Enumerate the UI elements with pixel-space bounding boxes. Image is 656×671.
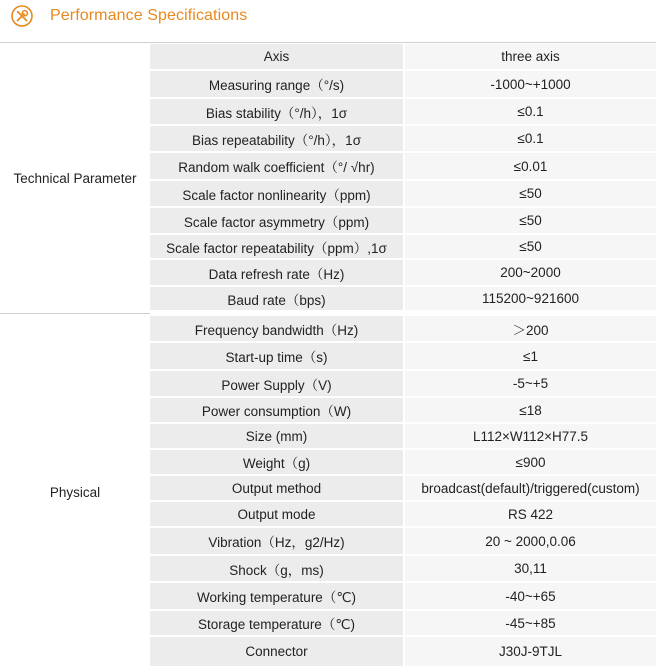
spec-name: Output method: [150, 476, 405, 500]
spec-value: L112×W112×H77.5: [405, 424, 656, 448]
spec-value: ≤0.1: [405, 99, 656, 124]
table-row: [150, 235, 656, 260]
table-row: [150, 528, 656, 556]
table-row: [150, 476, 656, 502]
wrench-screwdriver-icon: [10, 4, 34, 28]
table-row: [150, 260, 656, 287]
spec-name: Connector: [150, 637, 405, 666]
table-row: [150, 556, 656, 583]
category-technical-parameter: Technical Parameter: [13, 170, 137, 186]
spec-name: Axis: [150, 44, 405, 69]
table-row: [150, 99, 656, 126]
spec-name: Output mode: [150, 502, 405, 526]
top-divider: [0, 42, 656, 43]
spec-value: ≤50: [405, 181, 656, 206]
spec-value: ＞200: [405, 316, 656, 341]
spec-value: RS 422: [405, 502, 656, 526]
spec-value: 30,11: [405, 556, 656, 581]
spec-name: Start-up time（s): [150, 343, 405, 369]
spec-name: Measuring range（°/s): [150, 71, 405, 97]
category-physical: Physical: [49, 485, 101, 500]
spec-name: Weight（g): [150, 450, 405, 474]
spec-value: ≤1: [405, 343, 656, 369]
spec-name: Scale factor asymmetry（ppm): [150, 208, 405, 233]
table-row: [150, 153, 656, 181]
spec-value: ≤18: [405, 398, 656, 422]
table-row: [150, 424, 656, 450]
spec-value: ≤50: [405, 208, 656, 233]
spec-value: 115200~921600: [405, 287, 656, 310]
spec-value: three axis: [405, 44, 656, 69]
spec-name: Power consumption（W): [150, 398, 405, 422]
spec-value: -1000~+1000: [405, 71, 656, 97]
table-row: [150, 71, 656, 99]
spec-name: Frequency bandwidth（Hz): [150, 316, 405, 341]
table-row: [150, 126, 656, 153]
spec-value: ≤0.01: [405, 153, 656, 179]
spec-table: [150, 44, 656, 668]
spec-name: Baud rate（bps): [150, 287, 405, 310]
spec-value: broadcast(default)/triggered(custom): [405, 476, 656, 500]
page-title: Performance Specifications: [50, 7, 248, 24]
spec-name: Data refresh rate（Hz): [150, 260, 405, 285]
spec-value: ≤0.1: [405, 126, 656, 151]
spec-value: -5~+5: [405, 371, 656, 396]
spec-name: Storage temperature（℃): [150, 611, 405, 635]
spec-value: ≤50: [405, 235, 656, 258]
spec-name: Bias stability（°/h），1σ: [150, 99, 405, 124]
table-row: [150, 371, 656, 398]
spec-name: Scale factor repeatability（ppm）,1σ: [150, 235, 405, 258]
spec-value: J30J-9TJL: [405, 637, 656, 666]
spec-name: Size (mm): [150, 424, 405, 448]
table-row: [150, 583, 656, 611]
spec-name: Bias repeatability（°/h），1σ: [150, 126, 405, 151]
table-row: [150, 208, 656, 235]
table-row: [150, 637, 656, 668]
spec-value: -45~+85: [405, 611, 656, 635]
spec-value: ≤900: [405, 450, 656, 474]
section-header: [10, 3, 247, 29]
spec-name: Shock（g，ms): [150, 556, 405, 581]
table-row: [150, 398, 656, 424]
spec-value: -40~+65: [405, 583, 656, 609]
spec-name: Vibration（Hz，g2/Hz): [150, 528, 405, 554]
spec-value: 200~2000: [405, 260, 656, 285]
spec-name: Random walk coefficient（°/ √hr): [150, 153, 405, 179]
table-row: [150, 450, 656, 476]
table-row: [150, 181, 656, 208]
spec-value: 20 ~ 2000,0.06: [405, 528, 656, 554]
spec-name: Power Supply（V): [150, 371, 405, 396]
table-row: [150, 611, 656, 637]
table-row: [150, 343, 656, 371]
spec-name: Scale factor nonlinearity（ppm): [150, 181, 405, 206]
table-row: [150, 502, 656, 528]
table-row: [150, 287, 656, 312]
table-row: [150, 44, 656, 71]
table-row: [150, 316, 656, 343]
spec-name: Working temperature（℃): [150, 583, 405, 609]
